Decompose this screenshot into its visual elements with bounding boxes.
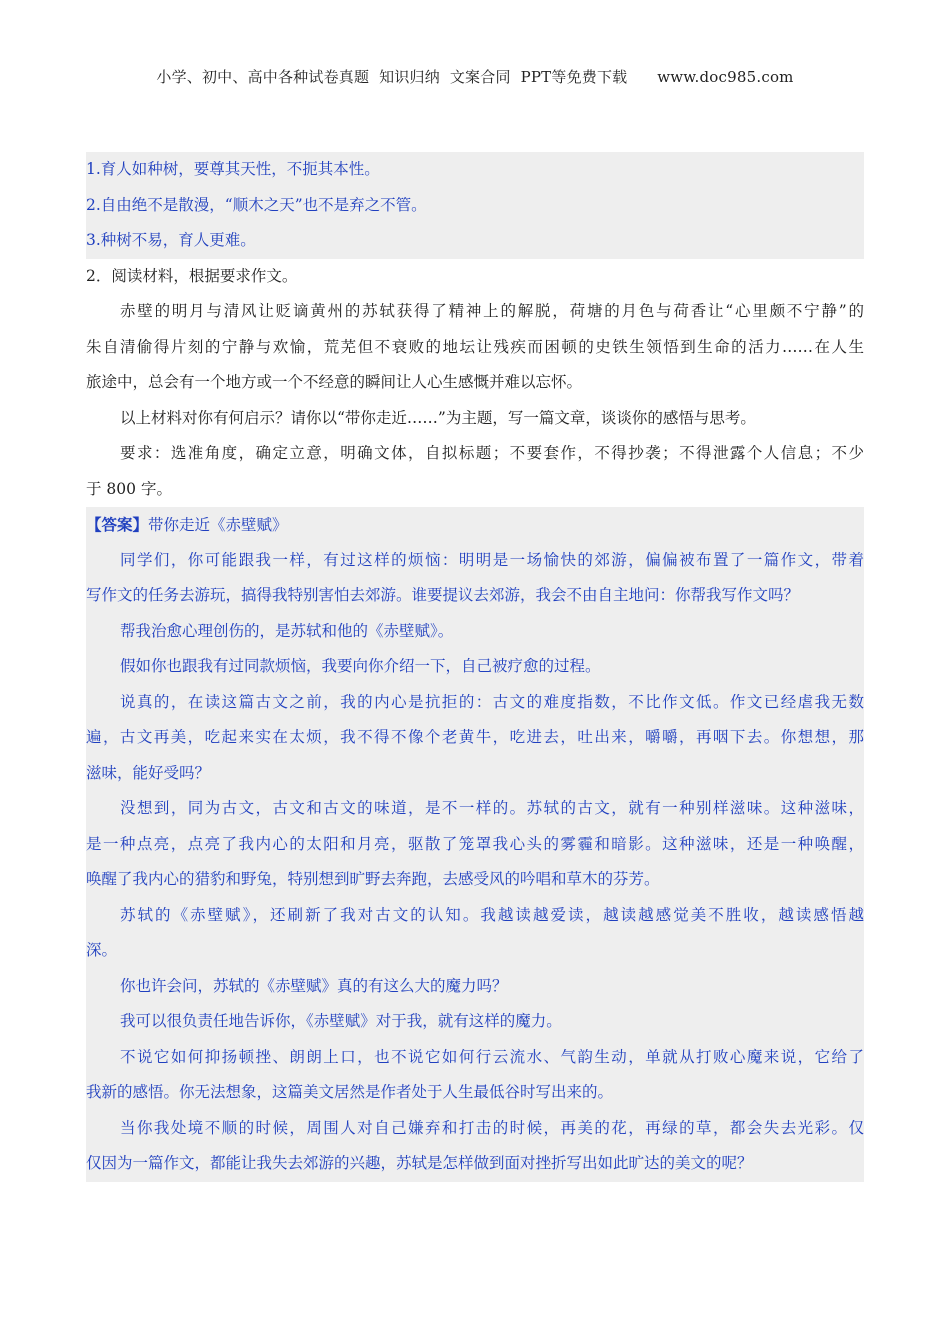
answer-paragraph-line: 唤醒了我内心的猎豹和野兔，特别想到旷野去奔跑，去感受风的吟唱和草木的芬芳。 <box>86 870 660 888</box>
answer-paragraph-line: 遍，古文再美，吃起来实在太烦，我不得不像个老黄牛，吃进去，吐出来，嚼嚼，再咽下去。你想想，那 <box>86 728 864 746</box>
key-point: 1.育人如种树，要尊其天性，不扼其本性。 <box>86 160 380 178</box>
answer-paragraph-line: 当你我处境不顺的时候，周围人对自己嫌弃和打击的时候，再美的花，再绿的草，都会失去光彩。仅 <box>120 1118 864 1137</box>
material-line: 朱自清偷得片刻的宁静与欢愉，荒芜但不衰败的地坛让残疾而困顿的史铁生领悟到生命的活力……在人生 <box>86 337 864 356</box>
answer-paragraph-line: 同学们，你可能跟我一样，有过这样的烦恼：明明是一场愉快的郊游，偏偏被布置了一篇作文，带着 <box>120 550 864 569</box>
question-block <box>86 259 864 508</box>
answer-heading <box>86 507 864 543</box>
material-line: 旅途中，总会有一个地方或一个不经意的瞬间让人心生感慨并难以忘怀。 <box>86 373 583 391</box>
answer-paragraph-line: 写作文的任务去游玩，搞得我特别害怕去郊游。谁要提议去郊游，我会不由自主地问：你帮我写作文吗？ <box>86 586 800 604</box>
question-title: 2．阅读材料，根据要求作文。 <box>86 266 298 285</box>
answer-paragraph-line: 没想到，同为古文，古文和古文的味道，是不一样的。苏轼的古文，就有一种别样滋味。这种滋味， <box>120 799 864 817</box>
answer-paragraph-line: 说真的，在读这篇古文之前，我的内心是抗拒的：古文的难度指数，不比作文低。作文已经虐我无数 <box>120 692 864 711</box>
answer-block <box>86 507 864 1182</box>
header-url: www.doc985.com <box>657 68 794 86</box>
answer-paragraph-line: 我可以很负责任地告诉你，《赤壁赋》对于我，就有这样的魔力。 <box>120 1012 562 1030</box>
key-point: 3.种树不易，育人更难。 <box>86 231 256 249</box>
answer-paragraph-line: 假如你也跟我有过同款烦恼，我要向你介绍一下，自己被疗愈的过程。 <box>120 657 601 675</box>
document-body <box>86 152 864 1182</box>
answer-paragraph-line: 仅因为一篇作文，都能让我失去郊游的兴趣，苏轼是怎样做到面对挫折写出如此旷达的美文的呢？ <box>86 1154 753 1172</box>
answer-paragraph-line: 帮我治愈心理创伤的，是苏轼和他的《赤壁赋》。 <box>120 621 454 640</box>
answer-paragraph-line: 你也许会问，苏轼的《赤壁赋》真的有这么大的魔力吗？ <box>120 976 508 995</box>
answer-paragraph-line: 苏轼的《赤壁赋》，还刷新了我对古文的认知。我越读越爱读，越读越感觉美不胜收，越读感悟越 <box>120 905 864 924</box>
question-prompt: 以上材料对你有何启示？请你以“带你走近……”为主题，写一篇文章，谈谈你的感悟与思考。 <box>120 408 756 427</box>
answer-paragraph-line: 是一种点亮，点亮了我内心的太阳和月亮，驱散了笼罩我心头的雾霾和暗影。这种滋味，还是一种唤醒， <box>86 834 864 853</box>
answer-title: 带你走近《赤壁赋》 <box>148 516 288 534</box>
answer-paragraphs <box>86 543 864 1182</box>
header-banner: 小学、初中、高中各种试卷真题 知识归纳 文案合同 PPT等免费下载 <box>156 68 628 86</box>
answer-paragraph-line: 滋味，能好受吗？ <box>86 763 211 782</box>
answer-paragraph-line: 我新的感悟。你无法想象，这篇美文居然是作者处于人生最低谷时写出来的。 <box>86 1083 614 1101</box>
answer-label: 【答案】 <box>86 515 149 534</box>
requirement-line: 于 800 字。 <box>86 479 172 498</box>
key-points-block <box>86 152 864 259</box>
key-point: 2.自由绝不是散漫，“顺木之天”也不是弃之不管。 <box>86 195 427 214</box>
requirement-line: 要求：选准角度，确定立意，明确文体，自拟标题；不要套作，不得抄袭；不得泄露个人信息；不少 <box>120 444 864 462</box>
material-line: 赤壁的明月与清风让贬谪黄州的苏轼获得了精神上的解脱，荷塘的月色与荷香让“心里颇不宁静”的 <box>120 302 864 320</box>
answer-paragraph-line: 深。 <box>86 941 118 959</box>
answer-paragraph-line: 不说它如何抑扬顿挫、朗朗上口，也不说它如何行云流水、气韵生动，单就从打败心魔来说，它给了 <box>120 1047 864 1066</box>
page-header <box>0 66 950 87</box>
